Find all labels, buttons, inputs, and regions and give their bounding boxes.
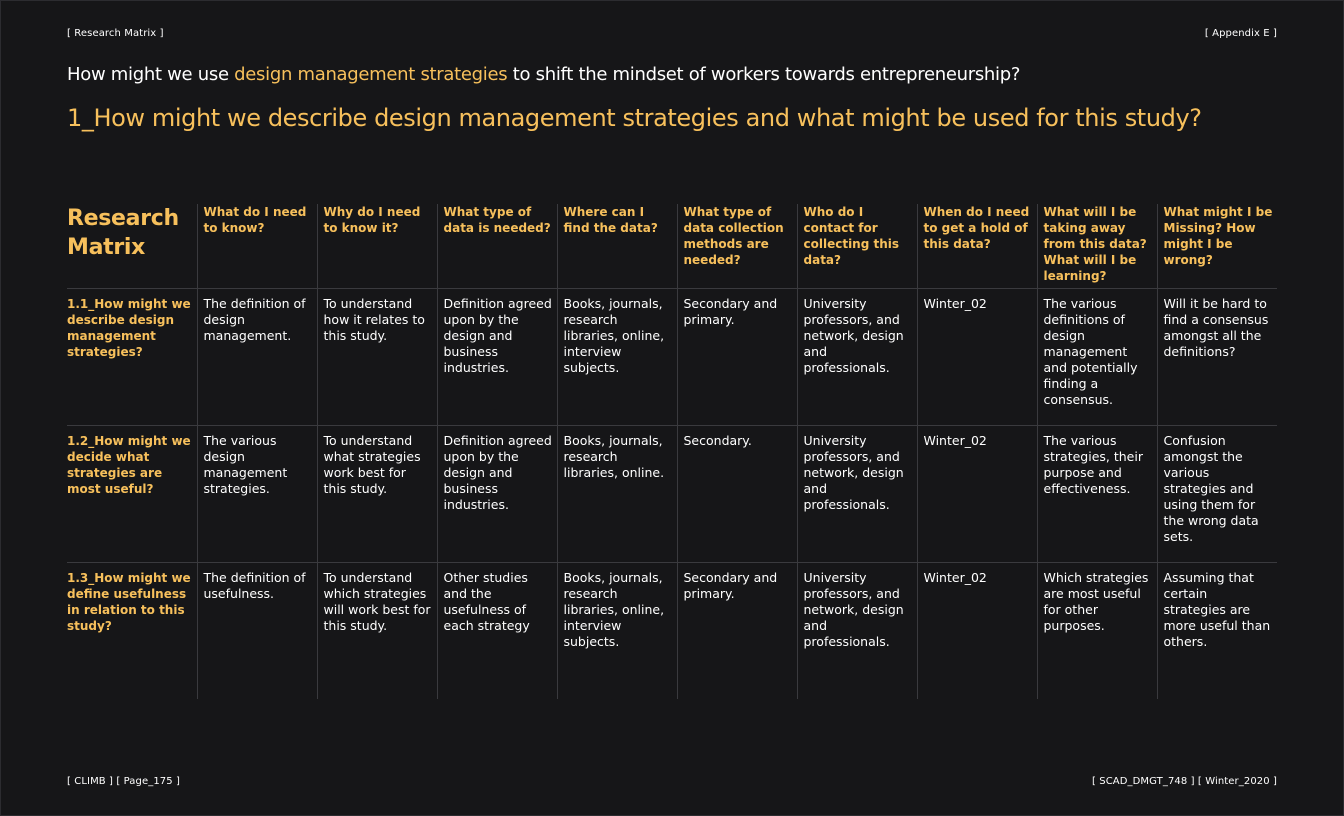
table-cell: Secondary and primary.	[677, 563, 797, 700]
main-question-highlight: design management strategies	[234, 64, 508, 85]
row-question: 1.1_How might we describe design management strategies?	[67, 289, 197, 426]
table-row	[67, 426, 1277, 563]
table-cell: Other studies and the usefulness of each strategy	[437, 563, 557, 700]
footer-left-label: [ CLIMB ] [ Page_175 ]	[67, 776, 180, 787]
table-cell: Winter_02	[917, 563, 1037, 700]
column-header: What type of data collection methods are needed?	[677, 204, 797, 289]
table-cell: The definition of design management.	[197, 289, 317, 426]
footer-right-label: [ SCAD_DMGT_748 ] [ Winter_2020 ]	[1091, 776, 1277, 787]
table-cell: The definition of usefulness.	[197, 563, 317, 700]
table-cell: Books, journals, research libraries, online.	[557, 426, 677, 563]
table-cell: Will it be hard to find a consensus amongst all the definitions?	[1157, 289, 1277, 426]
row-question: 1.3_How might we define usefulness in relation to this study?	[67, 571, 191, 633]
table-cell: The various strategies, their purpose and effectiveness.	[1037, 426, 1157, 563]
table-row	[67, 289, 1277, 426]
table-cell: To understand how it relates to this study.	[317, 289, 437, 426]
matrix-title: Research Matrix	[67, 204, 197, 289]
column-header: What type of data is needed?	[437, 204, 557, 289]
column-header: When do I need to get a hold of this data?	[917, 204, 1037, 289]
main-question-after: to shift the mindset of workers towards entrepreneurship?	[507, 64, 1021, 85]
table-cell: The various definitions of design management and potentially finding a consensus.	[1037, 289, 1157, 426]
table-cell: Definition agreed upon by the design and business industries.	[437, 289, 557, 426]
table-cell: Winter_02	[917, 289, 1037, 426]
header-right-label: [ Appendix E ]	[1204, 28, 1277, 39]
table-row	[67, 563, 1277, 700]
table-cell: Winter_02	[917, 426, 1037, 563]
table-cell: Confusion amongst the various strategies and using them for the wrong data sets.	[1157, 426, 1277, 563]
table-cell: Secondary and primary.	[677, 289, 797, 426]
table-cell: Books, journals, research libraries, online, interview subjects.	[557, 563, 677, 700]
main-research-question	[67, 64, 1020, 85]
research-matrix-table	[67, 204, 1277, 699]
column-header: What do I need to know?	[197, 204, 317, 289]
row-question: 1.2_How might we decide what strategies are most useful?	[67, 426, 197, 563]
table-cell: University professors, and network, design and professionals.	[797, 426, 917, 563]
table-cell: To understand what strategies work best for this study.	[317, 426, 437, 563]
column-header: What might I be Missing? How might I be wrong?	[1157, 204, 1277, 289]
table-cell: University professors, and network, design and professionals.	[797, 289, 917, 426]
column-header: Who do I contact for collecting this data?	[797, 204, 917, 289]
column-header: What will I be taking away from this data? What will I be learning?	[1037, 204, 1157, 289]
table-cell: University professors, and network, design and professionals.	[797, 563, 917, 700]
header-left-label: [ Research Matrix ]	[67, 28, 164, 39]
sub-research-question: 1_How might we describe design management strategies and what might be used for this study?	[67, 104, 1202, 132]
table-cell: To understand which strategies will work best for this study.	[317, 563, 437, 700]
column-header: Where can I find the data?	[557, 204, 677, 289]
main-question-before: How might we use	[67, 64, 235, 85]
table-cell: Secondary.	[677, 426, 797, 563]
table-header-row	[67, 204, 1277, 289]
table-cell: The various design management strategies.	[197, 426, 317, 563]
column-header: Why do I need to know it?	[317, 204, 437, 289]
table-cell: Definition agreed upon by the design and business industries.	[437, 426, 557, 563]
table-cell: Books, journals, research libraries, online, interview subjects.	[557, 289, 677, 426]
table-cell: Assuming that certain strategies are more useful than others.	[1157, 563, 1277, 700]
table-cell: Which strategies are most useful for other purposes.	[1037, 563, 1157, 700]
